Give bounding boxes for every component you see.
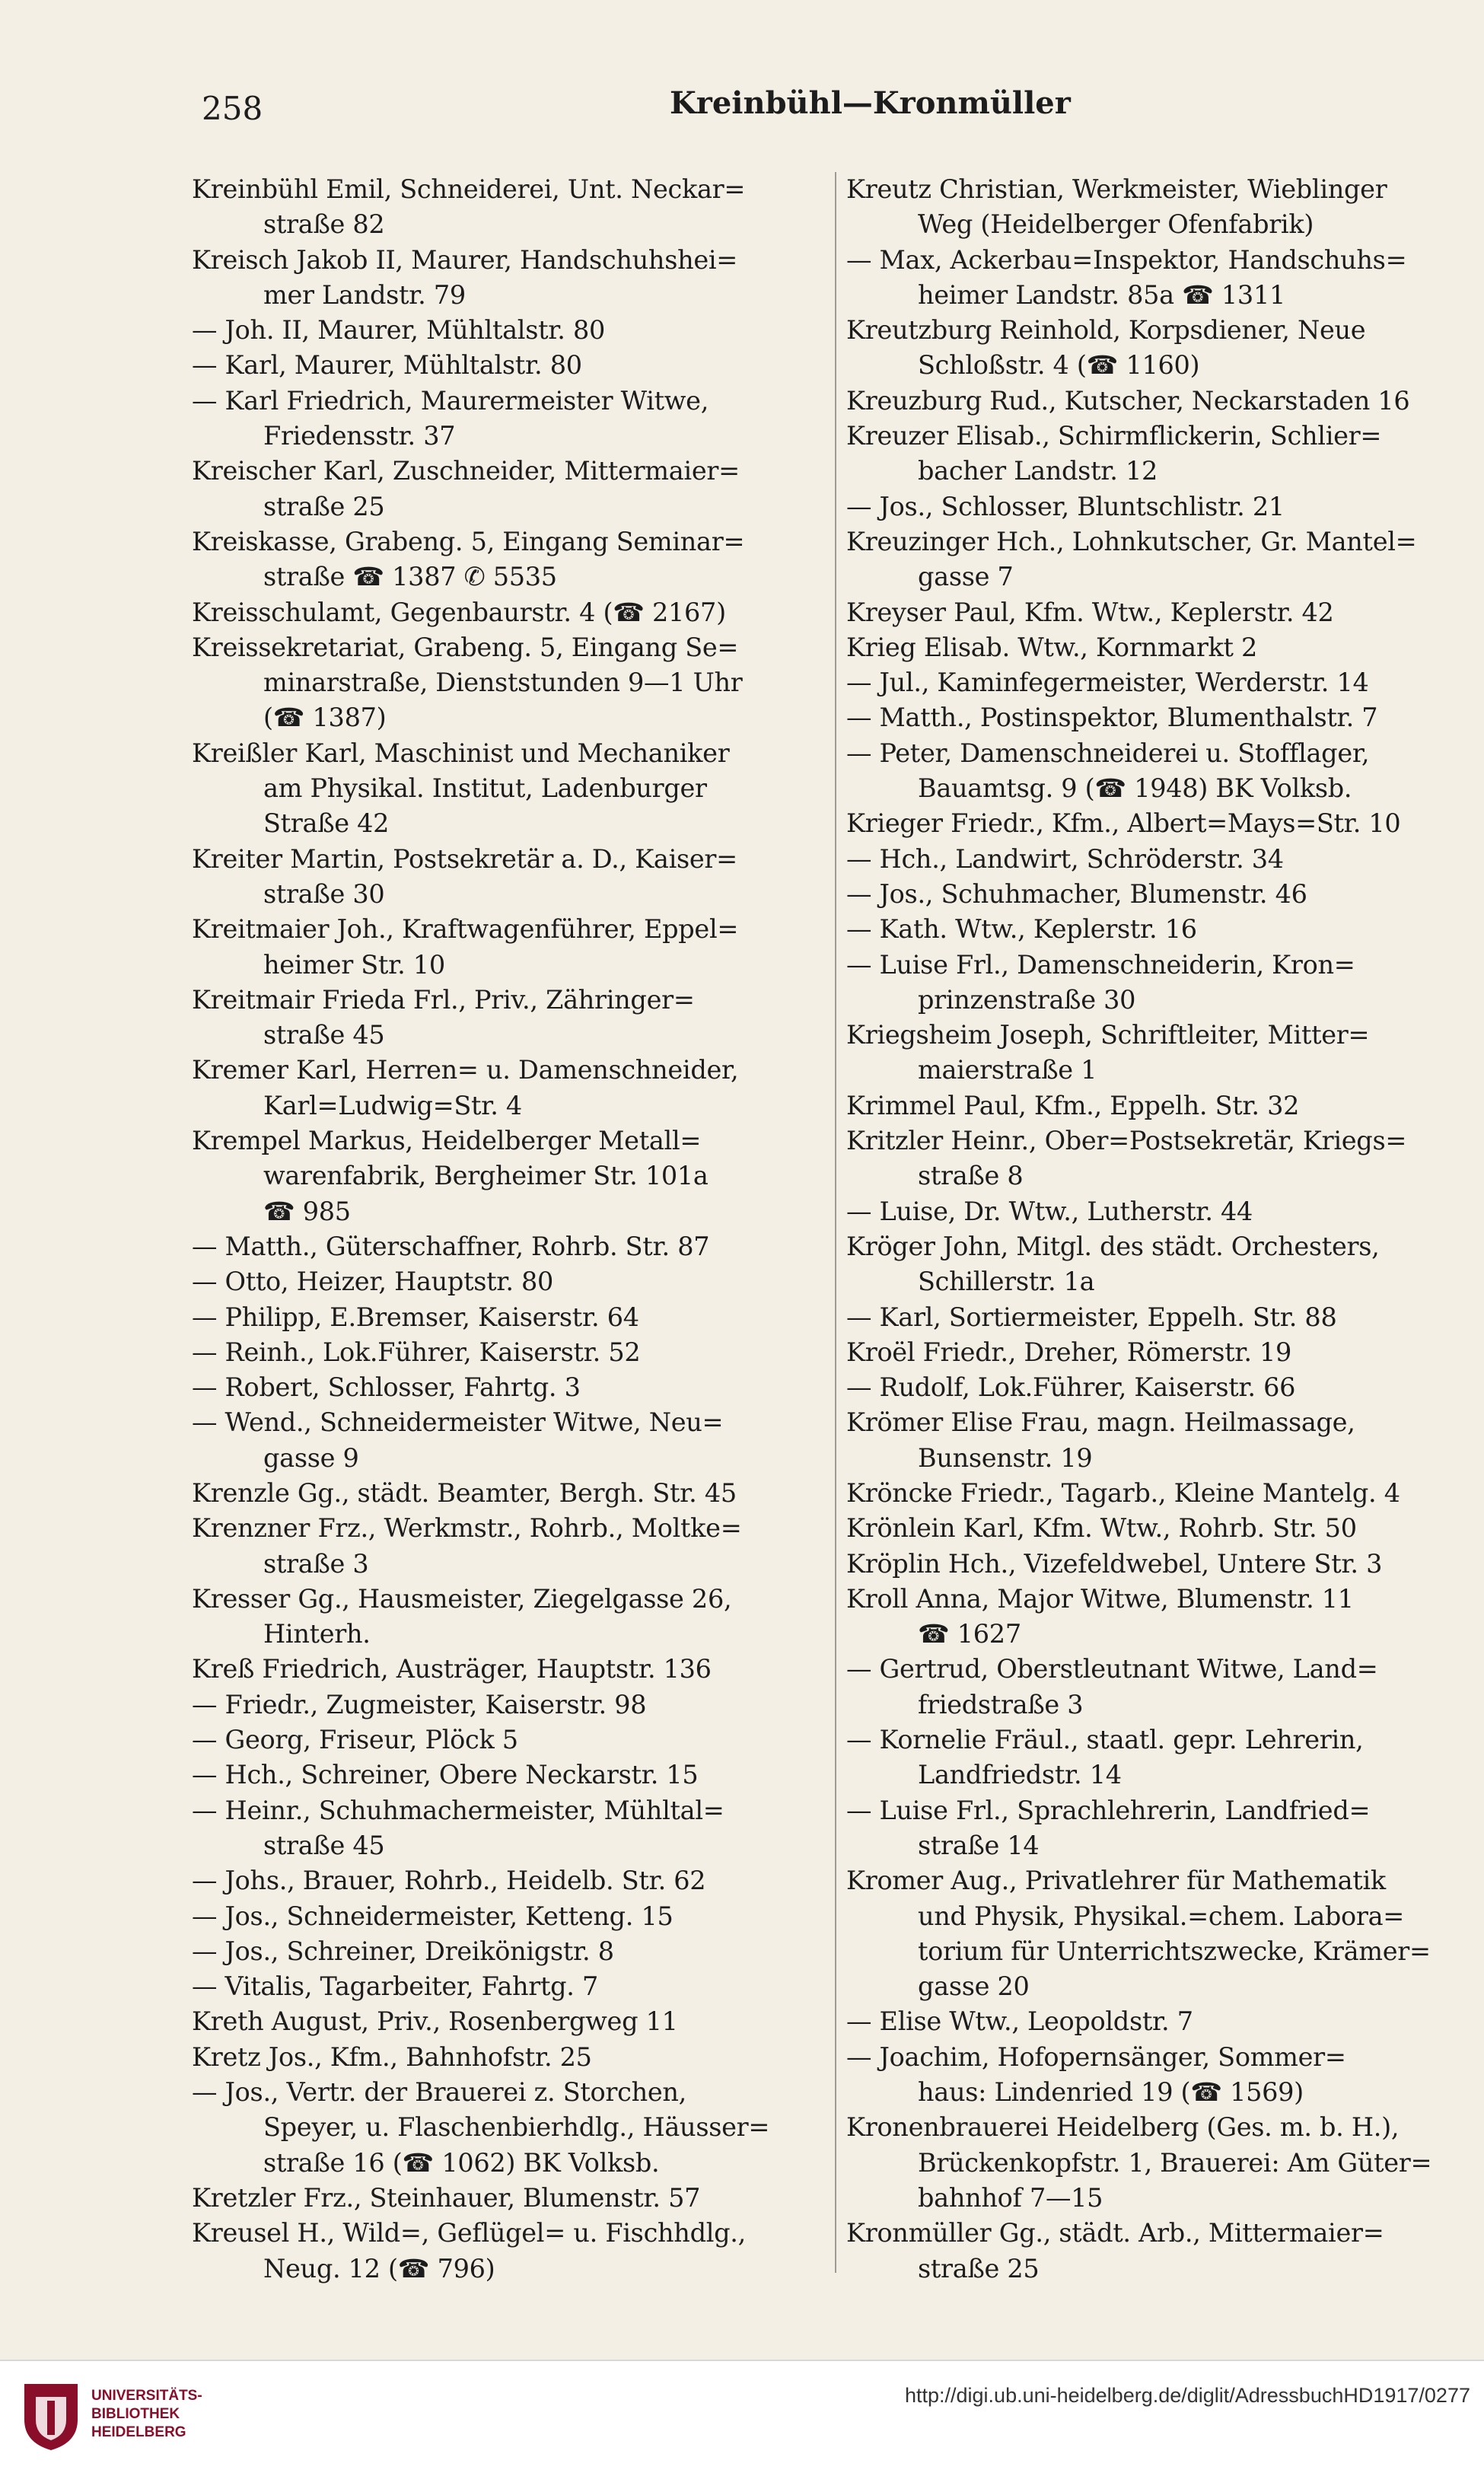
entry-line: Kröncke Friedr., Tagarb., Kleine Mantelg. 4 — [846, 1477, 1400, 1508]
entry-continuation-line: straße 25 — [918, 2253, 1040, 2283]
entry-continuation-line: Schloßstr. 4 (☎ 1160) — [918, 350, 1200, 381]
logo-line-3: HEIDELBERG — [91, 2424, 186, 2440]
entry-line: Kreisch Jakob II, Maurer, Handschuhshei= — [192, 244, 738, 275]
entry-line: — Kath. Wtw., Keplerstr. 16 — [846, 914, 1197, 945]
entry-line: — Joh. II, Maurer, Mühltalstr. 80 — [192, 315, 606, 346]
entry-continuation-line: heimer Str. 10 — [263, 949, 445, 980]
entry-line: Krömer Elise Frau, magn. Heilmassage, — [846, 1407, 1355, 1438]
entry-continuation-line: straße 3 — [263, 1548, 369, 1579]
entry-line: Kreth August, Priv., Rosenbergweg 11 — [192, 2006, 678, 2037]
entry-line: — Rudolf, Lok.Führer, Kaiserstr. 66 — [846, 1372, 1296, 1403]
entry-continuation-line: Weg (Heidelberger Ofenfabrik) — [918, 209, 1314, 240]
entry-continuation-line: und Physik, Physikal.=chem. Labora= — [918, 1901, 1405, 1931]
entry-line: — Kornelie Fräul., staatl. gepr. Lehrerin, — [846, 1725, 1364, 1755]
entry-continuation-line: haus: Lindenried 19 (☎ 1569) — [918, 2077, 1304, 2108]
entry-continuation-line: straße 8 — [918, 1161, 1024, 1191]
entry-continuation-line: Hinterh. — [263, 1619, 371, 1649]
entry-continuation-line: bahnhof 7—15 — [918, 2182, 1103, 2213]
entry-line: Kromer Aug., Privatlehrer für Mathematik — [846, 1866, 1386, 1896]
entry-continuation-line: straße 25 — [263, 491, 385, 521]
entry-line: Krimmel Paul, Kfm., Eppelh. Str. 32 — [846, 1090, 1300, 1120]
entry-continuation-line: straße 45 — [263, 1020, 385, 1050]
entry-continuation-line: warenfabrik, Bergheimer Str. 101a — [263, 1161, 709, 1191]
entry-line: — Heinr., Schuhmachermeister, Mühltal= — [192, 1795, 724, 1825]
entry-continuation-line: straße 16 (☎ 1062) BK Volksb. — [263, 2147, 660, 2178]
column-divider — [835, 172, 836, 2273]
entry-line: — Jos., Schreiner, Dreikönigstr. 8 — [192, 1936, 614, 1966]
entry-line: Kronmüller Gg., städt. Arb., Mittermaier= — [846, 2218, 1384, 2248]
entry-line: Krenzner Frz., Werkmstr., Rohrb., Moltke= — [192, 1513, 742, 1544]
entry-continuation-line: Friedensstr. 37 — [263, 421, 456, 451]
entry-line: Krieg Elisab. Wtw., Kornmarkt 2 — [846, 632, 1258, 662]
entry-line: — Friedr., Zugmeister, Kaiserstr. 98 — [192, 1689, 647, 1719]
entry-line: Kreinbühl Emil, Schneiderei, Unt. Neckar= — [192, 174, 746, 204]
entry-line: — Peter, Damenschneiderei u. Stofflager, — [846, 738, 1370, 768]
university-seal-icon — [17, 2378, 85, 2454]
source-url-link[interactable]: http://digi.ub.uni-heidelberg.de/diglit/AdressbuchHD1917/0277 — [904, 2384, 1470, 2407]
entry-continuation-line: Schillerstr. 1a — [918, 1267, 1095, 1297]
entry-continuation-line: straße 14 — [918, 1830, 1040, 1860]
entry-line: Kresser Gg., Hausmeister, Ziegelgasse 26, — [192, 1583, 732, 1614]
entry-continuation-line: (☎ 1387) — [263, 703, 387, 733]
left-column — [192, 172, 823, 2287]
logo-line-1: UNIVERSITÄTS- — [91, 2388, 202, 2404]
entry-line: Kretz Jos., Kfm., Bahnhofstr. 25 — [192, 2041, 592, 2072]
entry-continuation-line: straße 30 — [263, 878, 385, 909]
entry-line: Kreusel H., Wild=, Geflügel= u. Fischhdlg., — [192, 2218, 746, 2248]
entry-line: Kriegsheim Joseph, Schriftleiter, Mitter= — [846, 1020, 1370, 1050]
entry-line: Kröplin Hch., Vizefeldwebel, Untere Str. 3 — [846, 1548, 1383, 1579]
footer-bar — [0, 2360, 1484, 2473]
entry-line: — Philipp, E.Bremser, Kaiserstr. 64 — [192, 1302, 639, 1332]
entry-continuation-line: bacher Landstr. 12 — [918, 456, 1158, 486]
entry-line: Kröger John, Mitgl. des städt. Orchesters, — [846, 1231, 1380, 1261]
entry-line: Kreuzburg Rud., Kutscher, Neckarstaden 16 — [846, 385, 1410, 416]
entry-line: — Otto, Heizer, Hauptstr. 80 — [192, 1267, 554, 1297]
entry-line: — Max, Ackerbau=Inspektor, Handschuhs= — [846, 244, 1407, 275]
entry-line: Kreyser Paul, Kfm. Wtw., Keplerstr. 42 — [846, 597, 1334, 627]
entry-line: Kreischer Karl, Zuschneider, Mittermaier= — [192, 456, 740, 486]
entry-continuation-line: gasse 20 — [918, 1971, 1030, 2002]
entry-line: Krönlein Karl, Kfm. Wtw., Rohrb. Str. 50 — [846, 1513, 1357, 1544]
entry-line: — Elise Wtw., Leopoldstr. 7 — [846, 2006, 1193, 2037]
entry-line: — Karl Friedrich, Maurermeister Witwe, — [192, 385, 709, 416]
entry-line: — Hch., Schreiner, Obere Neckarstr. 15 — [192, 1760, 699, 1790]
entry-line: — Matth., Postinspektor, Blumenthalstr. 7 — [846, 703, 1378, 733]
entry-line: — Reinh., Lok.Führer, Kaiserstr. 52 — [192, 1337, 641, 1367]
entry-line: — Karl, Sortiermeister, Eppelh. Str. 88 — [846, 1302, 1337, 1332]
entry-line: Kreissekretariat, Grabeng. 5, Eingang Se= — [192, 632, 739, 662]
entry-line: — Luise, Dr. Wtw., Lutherstr. 44 — [846, 1196, 1253, 1226]
entry-continuation-line: Brückenkopfstr. 1, Brauerei: Am Güter= — [918, 2147, 1432, 2178]
entry-line: Kremer Karl, Herren= u. Damenschneider, — [192, 1055, 739, 1085]
entry-continuation-line: Speyer, u. Flaschenbierhdlg., Häusser= — [263, 2112, 770, 2143]
entry-line: Kreutzburg Reinhold, Korpsdiener, Neue — [846, 315, 1366, 346]
entry-line: Kreiter Martin, Postsekretär a. D., Kaiser= — [192, 843, 737, 874]
entry-line: Kreuzinger Hch., Lohnkutscher, Gr. Mantel= — [846, 526, 1417, 556]
entry-line: Krieger Friedr., Kfm., Albert=Mays=Str. 10 — [846, 808, 1401, 839]
entry-line: Kroll Anna, Major Witwe, Blumenstr. 11 — [846, 1583, 1354, 1614]
running-head: Kreinbühl—Kronmüller — [670, 85, 1071, 121]
entry-line: Kreutz Christian, Werkmeister, Wieblinger — [846, 174, 1387, 204]
entry-line: — Matth., Güterschaffner, Rohrb. Str. 87 — [192, 1231, 710, 1261]
entry-line: Kreß Friedrich, Austräger, Hauptstr. 136 — [192, 1654, 712, 1684]
entry-continuation-line: Straße 42 — [263, 808, 390, 839]
entry-line: Kreisschulamt, Gegenbaurstr. 4 (☎ 2167) — [192, 597, 726, 627]
entry-line: Kroël Friedr., Dreher, Römerstr. 19 — [846, 1337, 1292, 1367]
entry-line: — Jos., Vertr. der Brauerei z. Storchen, — [192, 2077, 687, 2108]
library-logo-text — [91, 2387, 202, 2442]
entry-line: — Jos., Schneidermeister, Ketteng. 15 — [192, 1901, 674, 1931]
entry-line: Krenzle Gg., städt. Beamter, Bergh. Str. 45 — [192, 1477, 737, 1508]
entry-line: — Karl, Maurer, Mühltalstr. 80 — [192, 350, 582, 381]
entry-continuation-line: ☎ 1627 — [918, 1619, 1021, 1649]
entry-continuation-line: straße ☎ 1387 ✆ 5535 — [263, 562, 557, 592]
entry-line: Kreitmair Frieda Frl., Priv., Zähringer= — [192, 984, 695, 1015]
entry-line: Krempel Markus, Heidelberger Metall= — [192, 1126, 702, 1156]
entry-line: Kreißler Karl, Maschinist und Mechaniker — [192, 738, 730, 768]
entry-continuation-line: Karl=Ludwig=Str. 4 — [263, 1090, 522, 1120]
entry-continuation-line: heimer Landstr. 85a ☎ 1311 — [918, 279, 1285, 310]
entry-line: — Luise Frl., Damenschneiderin, Kron= — [846, 949, 1355, 980]
entry-line: Kritzler Heinr., Ober=Postsekretär, Kriegs= — [846, 1126, 1407, 1156]
entry-line: — Hch., Landwirt, Schröderstr. 34 — [846, 843, 1284, 874]
entry-continuation-line: gasse 9 — [263, 1442, 359, 1473]
entry-line: Kreuzer Elisab., Schirmflickerin, Schlier= — [846, 421, 1382, 451]
entry-continuation-line: Bunsenstr. 19 — [918, 1442, 1093, 1473]
entry-continuation-line: torium für Unterrichtszwecke, Krämer= — [918, 1936, 1431, 1966]
entry-continuation-line: mer Landstr. 79 — [263, 279, 466, 310]
entry-line: — Jul., Kaminfegermeister, Werderstr. 14 — [846, 668, 1369, 698]
entry-line: — Jos., Schuhmacher, Blumenstr. 46 — [846, 878, 1307, 909]
entry-continuation-line: ☎ 985 — [263, 1196, 351, 1226]
entry-line: Kreitmaier Joh., Kraftwagenführer, Eppel= — [192, 914, 739, 945]
entry-continuation-line: minarstraße, Dienststunden 9—1 Uhr — [263, 668, 743, 698]
entry-continuation-line: friedstraße 3 — [918, 1689, 1084, 1719]
entry-line: Kreiskasse, Grabeng. 5, Eingang Seminar= — [192, 526, 745, 556]
logo-line-2: BIBLIOTHEK — [91, 2406, 180, 2422]
entry-line: — Georg, Friseur, Plöck 5 — [192, 1725, 518, 1755]
entry-line: — Robert, Schlosser, Fahrtg. 3 — [192, 1372, 581, 1403]
entry-line: Kretzler Frz., Steinhauer, Blumenstr. 57 — [192, 2182, 701, 2213]
entry-line: — Gertrud, Oberstleutnant Witwe, Land= — [846, 1654, 1378, 1684]
entry-continuation-line: maierstraße 1 — [918, 1055, 1097, 1085]
entry-line: — Vitalis, Tagarbeiter, Fahrtg. 7 — [192, 1971, 599, 2002]
right-column — [846, 172, 1461, 2287]
entry-continuation-line: am Physikal. Institut, Ladenburger — [263, 773, 707, 804]
entry-continuation-line: Neug. 12 (☎ 796) — [263, 2253, 495, 2283]
entry-continuation-line: straße 82 — [263, 209, 385, 240]
entry-line: Kronenbrauerei Heidelberg (Ges. m. b. H.), — [846, 2112, 1400, 2143]
page-number: 258 — [202, 90, 263, 127]
entry-continuation-line: Bauamtsg. 9 (☎ 1948) BK Volksb. — [918, 773, 1352, 804]
entry-line: — Jos., Schlosser, Bluntschlistr. 21 — [846, 491, 1285, 521]
entry-continuation-line: prinzenstraße 30 — [918, 984, 1136, 1015]
entry-line: — Joachim, Hofopernsänger, Sommer= — [846, 2041, 1346, 2072]
entry-continuation-line: Landfriedstr. 14 — [918, 1760, 1122, 1790]
entry-line: — Luise Frl., Sprachlehrerin, Landfried= — [846, 1795, 1371, 1825]
entry-line: — Wend., Schneidermeister Witwe, Neu= — [192, 1407, 724, 1438]
entry-continuation-line: gasse 7 — [918, 562, 1014, 592]
entry-line: — Johs., Brauer, Rohrb., Heidelb. Str. 62 — [192, 1866, 706, 1896]
entry-continuation-line: straße 45 — [263, 1830, 385, 1860]
